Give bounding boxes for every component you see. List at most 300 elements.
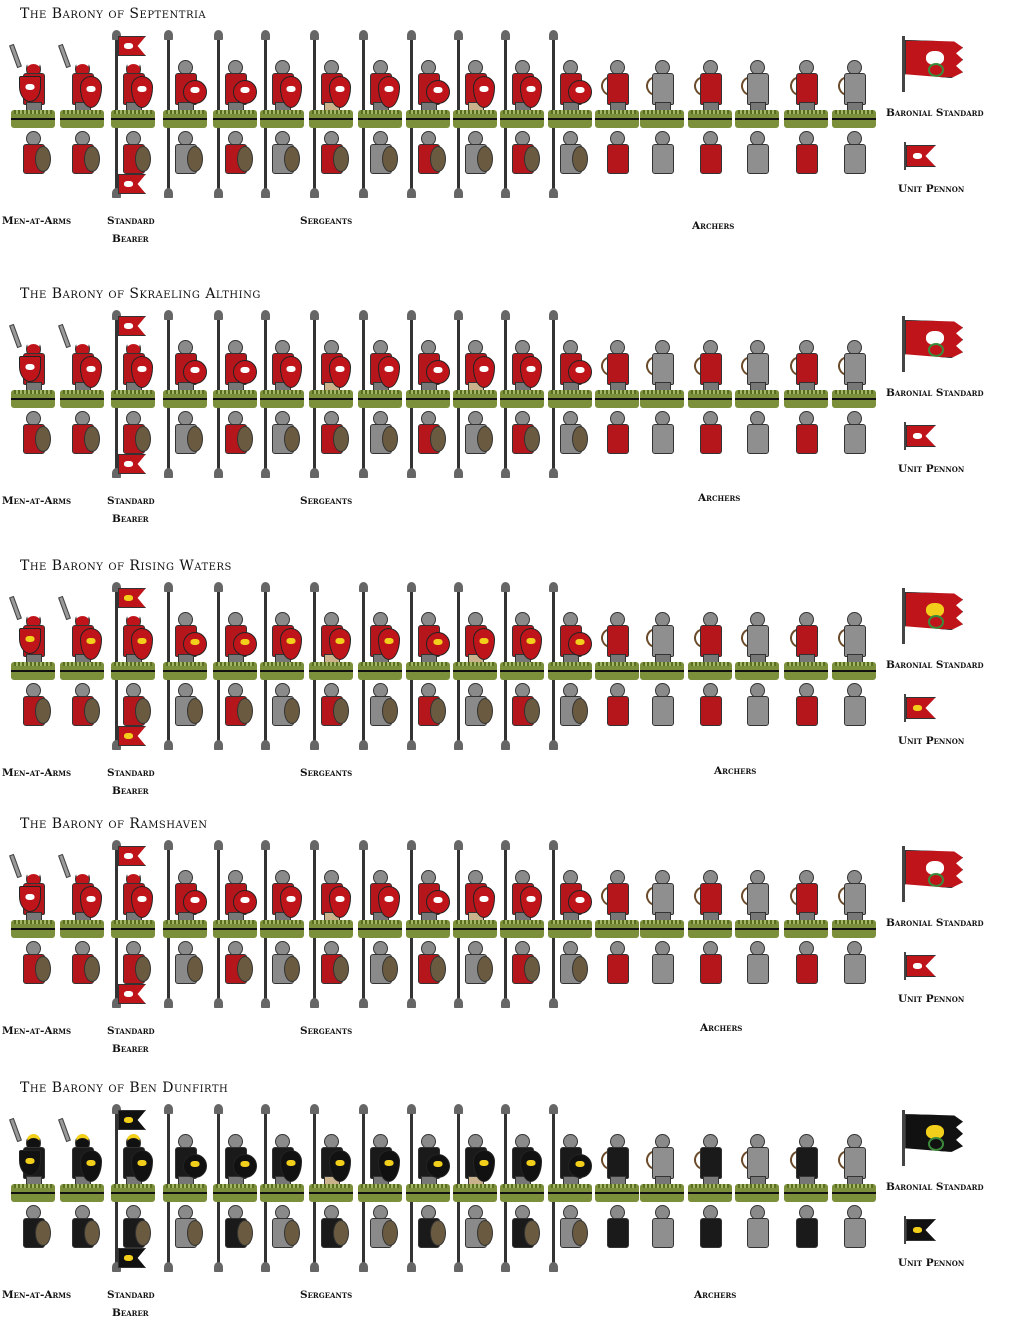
label-archers: Archers bbox=[694, 1289, 737, 1301]
tunic bbox=[607, 1147, 629, 1179]
polearm-head-icon bbox=[359, 30, 368, 40]
grass-base bbox=[688, 662, 732, 680]
shield-icon bbox=[426, 1154, 450, 1178]
figure-reverse-side bbox=[500, 938, 544, 1010]
archer-figure bbox=[784, 840, 828, 1010]
figure-reverse-side bbox=[595, 1202, 639, 1274]
grass-base bbox=[260, 662, 304, 680]
tunic-back bbox=[747, 144, 769, 174]
label-unit-pennon: Unit Pennon bbox=[898, 735, 965, 747]
figure-reverse-side bbox=[213, 1202, 257, 1274]
figure-reverse-side bbox=[111, 128, 155, 200]
label-sergeants: Sergeants bbox=[300, 767, 353, 779]
sergeant-figure bbox=[260, 30, 304, 200]
shield-icon bbox=[329, 356, 351, 388]
sword-icon bbox=[9, 44, 22, 68]
sword-icon bbox=[58, 1118, 71, 1142]
sword-icon bbox=[58, 324, 71, 348]
figure-reverse-side bbox=[60, 680, 104, 752]
polearm-head-icon bbox=[310, 582, 319, 592]
tunic bbox=[700, 353, 722, 385]
shield-icon bbox=[473, 886, 495, 918]
label-bearer: Bearer bbox=[112, 1307, 149, 1319]
grass-base bbox=[688, 1184, 732, 1202]
grass-base bbox=[735, 390, 779, 408]
archer-figure bbox=[735, 310, 779, 480]
shield-back-icon bbox=[333, 426, 349, 452]
figure-reverse-side bbox=[595, 938, 639, 1010]
sergeant-figure bbox=[309, 1104, 353, 1274]
grass-base bbox=[548, 390, 592, 408]
figure-reverse-side bbox=[832, 128, 876, 200]
tunic-back bbox=[700, 144, 722, 174]
shield-icon bbox=[280, 1150, 302, 1182]
figure-reverse-side bbox=[832, 680, 876, 752]
tunic-back bbox=[607, 424, 629, 454]
grass-base bbox=[60, 390, 104, 408]
shield-back-icon bbox=[187, 146, 203, 172]
polearm-head-icon bbox=[549, 1104, 558, 1114]
grass-base bbox=[406, 110, 450, 128]
figure-reverse-side bbox=[111, 1202, 155, 1274]
shield-icon bbox=[329, 886, 351, 918]
grass-base bbox=[309, 390, 353, 408]
figure-reverse-side bbox=[163, 408, 207, 480]
tunic bbox=[796, 883, 818, 915]
grass-base bbox=[784, 662, 828, 680]
barony-title: The Barony of Ramshaven bbox=[20, 816, 208, 832]
tunic bbox=[796, 353, 818, 385]
shield-back-icon bbox=[524, 426, 540, 452]
sergeant-figure bbox=[260, 840, 304, 1010]
grass-base bbox=[111, 1184, 155, 1202]
figure-reverse-side bbox=[640, 1202, 684, 1274]
barony-section bbox=[0, 1074, 1024, 1339]
figure-reverse-side bbox=[406, 408, 450, 480]
shield-icon bbox=[80, 628, 102, 660]
polearm-head-icon bbox=[454, 1104, 463, 1114]
polearm-head-icon bbox=[359, 310, 368, 320]
figure-reverse-side bbox=[11, 128, 55, 200]
tunic-back bbox=[607, 954, 629, 984]
grass-base bbox=[358, 920, 402, 938]
sergeant-figure bbox=[163, 582, 207, 752]
tunic bbox=[796, 625, 818, 657]
sergeant-figure bbox=[548, 840, 592, 1010]
grass-base bbox=[688, 920, 732, 938]
grass-base bbox=[60, 110, 104, 128]
sergeant-figure bbox=[213, 582, 257, 752]
shield-back-icon bbox=[430, 146, 446, 172]
label-standard: Standard bbox=[107, 1025, 155, 1037]
figure-reverse-side bbox=[735, 938, 779, 1010]
barony-section bbox=[0, 552, 1024, 817]
shield-back-icon bbox=[237, 426, 253, 452]
barony-title: The Barony of Skraeling Althing bbox=[20, 286, 261, 302]
shield-icon bbox=[80, 76, 102, 108]
grass-base bbox=[595, 662, 639, 680]
sergeant-figure bbox=[358, 310, 402, 480]
figure-reverse-side bbox=[784, 128, 828, 200]
polearm-head-icon bbox=[359, 582, 368, 592]
man-at-arms-figure bbox=[11, 310, 55, 480]
sergeant-figure bbox=[406, 1104, 450, 1274]
shield-icon bbox=[280, 628, 302, 660]
figure-reverse-side bbox=[358, 1202, 402, 1274]
figure-reverse-side bbox=[453, 408, 497, 480]
man-at-arms-figure bbox=[60, 1104, 104, 1274]
figure-reverse-side bbox=[500, 128, 544, 200]
tunic-back bbox=[652, 1218, 674, 1248]
grass-base bbox=[213, 110, 257, 128]
figure-reverse-side bbox=[832, 408, 876, 480]
archer-figure bbox=[735, 840, 779, 1010]
barony-section bbox=[0, 0, 1024, 265]
label-men-at-arms: Men-at-Arms bbox=[2, 215, 72, 227]
sergeant-figure bbox=[163, 1104, 207, 1274]
sword-icon bbox=[58, 44, 71, 68]
shield-icon bbox=[183, 80, 207, 104]
polearm-head-icon bbox=[359, 840, 368, 850]
shield-back-icon bbox=[237, 1220, 253, 1246]
grass-base bbox=[688, 390, 732, 408]
shield-back-icon bbox=[35, 426, 51, 452]
polearm-head-icon bbox=[310, 1104, 319, 1114]
figure-reverse-side bbox=[213, 408, 257, 480]
grass-base bbox=[406, 662, 450, 680]
figure-reverse-side bbox=[11, 1202, 55, 1274]
shield-back-icon bbox=[284, 146, 300, 172]
shield-icon bbox=[520, 628, 542, 660]
figure-reverse-side bbox=[260, 680, 304, 752]
polearm-head-icon bbox=[407, 582, 416, 592]
shield-icon bbox=[568, 1154, 592, 1178]
pennon-flag-icon bbox=[118, 846, 146, 866]
shield-icon bbox=[80, 886, 102, 918]
grass-base bbox=[548, 110, 592, 128]
man-at-arms-figure bbox=[60, 30, 104, 200]
archer-figure bbox=[640, 582, 684, 752]
grass-base bbox=[595, 390, 639, 408]
shield-back-icon bbox=[572, 1220, 588, 1246]
figure-reverse-side bbox=[260, 1202, 304, 1274]
label-standard: Standard bbox=[107, 1289, 155, 1301]
figure-reverse-side bbox=[595, 128, 639, 200]
grass-base bbox=[832, 920, 876, 938]
polearm-head-icon bbox=[310, 840, 319, 850]
figure-reverse-side bbox=[213, 128, 257, 200]
grass-base bbox=[735, 920, 779, 938]
label-archers: Archers bbox=[700, 1022, 743, 1034]
polearm-head-icon bbox=[214, 30, 223, 40]
tunic bbox=[652, 353, 674, 385]
shield-icon bbox=[568, 632, 592, 656]
grass-base bbox=[595, 1184, 639, 1202]
figure-reverse-side bbox=[735, 408, 779, 480]
tunic-back bbox=[652, 424, 674, 454]
sergeant-figure bbox=[260, 310, 304, 480]
figure-reverse-side bbox=[688, 1202, 732, 1274]
shield-back-icon bbox=[430, 426, 446, 452]
shield-back-icon bbox=[333, 1220, 349, 1246]
sergeant-figure bbox=[500, 1104, 544, 1274]
grass-base bbox=[406, 920, 450, 938]
grass-base bbox=[500, 662, 544, 680]
shield-back-icon bbox=[35, 1220, 51, 1246]
grass-base bbox=[548, 920, 592, 938]
grass-base bbox=[213, 1184, 257, 1202]
grass-base bbox=[260, 920, 304, 938]
figure-reverse-side bbox=[11, 408, 55, 480]
shield-back-icon bbox=[430, 698, 446, 724]
shield-back-icon bbox=[135, 146, 151, 172]
grass-base bbox=[548, 1184, 592, 1202]
figure-reverse-side bbox=[595, 408, 639, 480]
archer-figure bbox=[595, 840, 639, 1010]
grass-base bbox=[500, 390, 544, 408]
grass-base bbox=[640, 110, 684, 128]
shield-back-icon bbox=[35, 956, 51, 982]
sergeant-figure bbox=[309, 840, 353, 1010]
grass-base bbox=[111, 662, 155, 680]
tunic-back bbox=[844, 696, 866, 726]
shield-icon bbox=[131, 1150, 153, 1182]
figure-reverse-side bbox=[358, 680, 402, 752]
shield-icon bbox=[183, 360, 207, 384]
shield-back-icon bbox=[524, 1220, 540, 1246]
sergeant-figure bbox=[406, 840, 450, 1010]
sergeant-figure bbox=[500, 840, 544, 1010]
barony-title: The Barony of Ben Dunfirth bbox=[20, 1080, 229, 1096]
figure-reverse-side bbox=[784, 1202, 828, 1274]
tunic bbox=[700, 625, 722, 657]
tunic-back bbox=[700, 696, 722, 726]
archer-figure bbox=[735, 30, 779, 200]
sergeant-figure bbox=[260, 582, 304, 752]
sergeant-figure bbox=[500, 310, 544, 480]
grass-base bbox=[832, 110, 876, 128]
grass-base bbox=[260, 110, 304, 128]
figure-reverse-side bbox=[453, 938, 497, 1010]
tunic bbox=[796, 1147, 818, 1179]
polearm-head-icon bbox=[454, 840, 463, 850]
tunic bbox=[700, 883, 722, 915]
figure-reverse-side bbox=[640, 938, 684, 1010]
grass-base bbox=[453, 662, 497, 680]
tunic bbox=[844, 353, 866, 385]
figure-reverse-side bbox=[453, 1202, 497, 1274]
tunic bbox=[607, 353, 629, 385]
grass-base bbox=[453, 1184, 497, 1202]
figure-reverse-side bbox=[406, 680, 450, 752]
archer-figure bbox=[595, 1104, 639, 1274]
figure-reverse-side bbox=[358, 938, 402, 1010]
shield-icon bbox=[520, 76, 542, 108]
polearm-head-icon bbox=[214, 840, 223, 850]
tunic-back bbox=[747, 1218, 769, 1248]
shield-icon bbox=[426, 890, 450, 914]
grass-base bbox=[500, 110, 544, 128]
archer-figure bbox=[595, 30, 639, 200]
pennon-flag-icon bbox=[118, 588, 146, 608]
sergeant-figure bbox=[163, 840, 207, 1010]
sergeant-figure bbox=[548, 310, 592, 480]
grass-base bbox=[11, 662, 55, 680]
sergeant-figure bbox=[500, 30, 544, 200]
tunic-back bbox=[607, 696, 629, 726]
shield-icon bbox=[131, 886, 153, 918]
grass-base bbox=[163, 662, 207, 680]
sergeant-figure bbox=[548, 1104, 592, 1274]
man-at-arms-figure bbox=[60, 840, 104, 1010]
sergeant-figure bbox=[163, 30, 207, 200]
shield-icon bbox=[473, 1150, 495, 1182]
shield-back-icon bbox=[135, 426, 151, 452]
pennon-flag-icon bbox=[118, 1110, 146, 1130]
figure-reverse-side bbox=[500, 408, 544, 480]
tunic bbox=[844, 73, 866, 105]
shield-icon bbox=[378, 356, 400, 388]
sergeant-figure bbox=[358, 1104, 402, 1274]
shield-icon bbox=[520, 1150, 542, 1182]
label-sergeants: Sergeants bbox=[300, 215, 353, 227]
grass-base bbox=[784, 390, 828, 408]
tunic-back bbox=[796, 954, 818, 984]
polearm-head-icon bbox=[164, 310, 173, 320]
grass-base bbox=[640, 390, 684, 408]
shield-icon bbox=[80, 1150, 102, 1182]
shield-icon bbox=[473, 356, 495, 388]
shield-icon bbox=[378, 886, 400, 918]
shield-icon bbox=[473, 628, 495, 660]
grass-base bbox=[60, 920, 104, 938]
grass-base bbox=[453, 920, 497, 938]
tunic bbox=[700, 1147, 722, 1179]
standard-bearer-figure bbox=[111, 310, 155, 480]
figure-reverse-side bbox=[688, 680, 732, 752]
polearm-head-icon bbox=[407, 840, 416, 850]
sergeant-figure bbox=[213, 30, 257, 200]
figure-reverse-side bbox=[60, 1202, 104, 1274]
sergeant-figure bbox=[548, 30, 592, 200]
grass-base bbox=[213, 920, 257, 938]
sergeant-figure bbox=[453, 1104, 497, 1274]
barony-title: The Barony of Rising Waters bbox=[20, 558, 232, 574]
grass-base bbox=[548, 662, 592, 680]
shield-back-icon bbox=[333, 698, 349, 724]
man-at-arms-figure bbox=[11, 582, 55, 752]
tunic-back bbox=[747, 954, 769, 984]
figure-reverse-side bbox=[735, 680, 779, 752]
polearm-head-icon bbox=[501, 840, 510, 850]
sergeant-figure bbox=[453, 840, 497, 1010]
archer-figure bbox=[832, 30, 876, 200]
figure-reverse-side bbox=[309, 128, 353, 200]
figure-reverse-side bbox=[406, 938, 450, 1010]
shield-back-icon bbox=[430, 956, 446, 982]
grass-base bbox=[358, 1184, 402, 1202]
grass-base bbox=[11, 920, 55, 938]
shield-back-icon bbox=[524, 698, 540, 724]
shield-icon bbox=[233, 80, 257, 104]
shield-back-icon bbox=[237, 146, 253, 172]
tunic bbox=[700, 73, 722, 105]
figure-reverse-side bbox=[309, 680, 353, 752]
shield-back-icon bbox=[284, 698, 300, 724]
label-baronial-standard: Baronial Standard bbox=[886, 917, 984, 929]
sergeant-figure bbox=[213, 840, 257, 1010]
figure-reverse-side bbox=[406, 128, 450, 200]
archer-figure bbox=[688, 1104, 732, 1274]
tunic-back bbox=[607, 144, 629, 174]
grass-base bbox=[406, 1184, 450, 1202]
shield-icon bbox=[329, 76, 351, 108]
archer-figure bbox=[735, 1104, 779, 1274]
tunic-back bbox=[607, 1218, 629, 1248]
shield-back-icon bbox=[237, 698, 253, 724]
label-bearer: Bearer bbox=[112, 785, 149, 797]
tunic-back bbox=[796, 1218, 818, 1248]
tunic bbox=[747, 883, 769, 915]
man-at-arms-figure bbox=[60, 310, 104, 480]
shield-back-icon bbox=[135, 1220, 151, 1246]
shield-back-icon bbox=[284, 956, 300, 982]
label-men-at-arms: Men-at-Arms bbox=[2, 1289, 72, 1301]
figure-reverse-side bbox=[260, 938, 304, 1010]
sergeant-figure bbox=[500, 582, 544, 752]
figure-reverse-side bbox=[358, 408, 402, 480]
label-unit-pennon: Unit Pennon bbox=[898, 1257, 965, 1269]
barony-title: The Barony of Septentria bbox=[20, 6, 207, 22]
shield-icon bbox=[280, 886, 302, 918]
figure-reverse-side bbox=[832, 1202, 876, 1274]
figure-reverse-side bbox=[309, 408, 353, 480]
tunic-back bbox=[844, 954, 866, 984]
barony-section bbox=[0, 280, 1024, 545]
grass-base bbox=[832, 662, 876, 680]
figure-reverse-side bbox=[453, 680, 497, 752]
shield-icon bbox=[378, 628, 400, 660]
pennon-flag-icon bbox=[118, 316, 146, 336]
grass-base bbox=[640, 920, 684, 938]
grass-base bbox=[111, 390, 155, 408]
sergeant-figure bbox=[406, 310, 450, 480]
sword-icon bbox=[58, 854, 71, 878]
label-baronial-standard: Baronial Standard bbox=[886, 107, 984, 119]
label-sergeants: Sergeants bbox=[300, 1289, 353, 1301]
tunic bbox=[607, 625, 629, 657]
shield-back-icon bbox=[572, 426, 588, 452]
sword-icon bbox=[9, 1118, 22, 1142]
shield-icon bbox=[378, 76, 400, 108]
shield-icon bbox=[473, 76, 495, 108]
polearm-head-icon bbox=[214, 582, 223, 592]
grass-base bbox=[640, 1184, 684, 1202]
figure-reverse-side bbox=[111, 680, 155, 752]
grass-base bbox=[309, 662, 353, 680]
shield-back-icon bbox=[382, 956, 398, 982]
label-bearer: Bearer bbox=[112, 513, 149, 525]
label-archers: Archers bbox=[692, 220, 735, 232]
grass-base bbox=[60, 662, 104, 680]
polearm-head-icon bbox=[261, 310, 270, 320]
archer-figure bbox=[735, 582, 779, 752]
shield-icon bbox=[80, 356, 102, 388]
sergeant-figure bbox=[453, 30, 497, 200]
polearm-head-icon bbox=[407, 310, 416, 320]
label-unit-pennon: Unit Pennon bbox=[898, 183, 965, 195]
sergeant-figure bbox=[406, 30, 450, 200]
